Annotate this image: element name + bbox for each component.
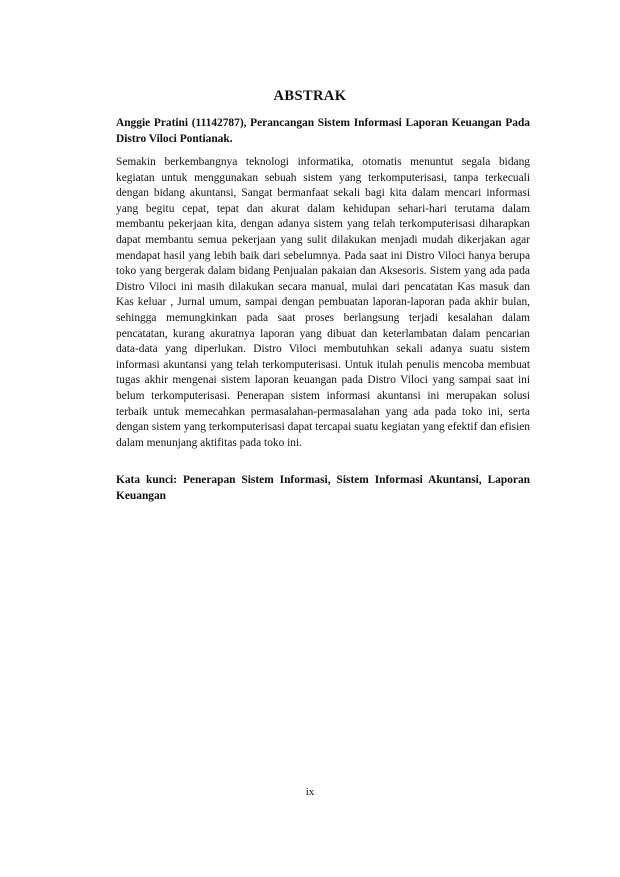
abstract-keywords: Kata kunci: Penerapan Sistem Informasi, Sistem Informasi Akuntansi, Laporan Keuangan [116, 474, 530, 502]
abstract-title: ABSTRAK [273, 88, 347, 104]
abstract-body: Semakin berkembangnya teknologi informatika, otomatis menuntut segala bidang kegiatan untuk menggunakan sebuah sistem yang terkomputerisasi, tanpa terkecuali dengan bidang akuntansi, Sangat bermanfaat sekali bagi kita dalam mencari informasi yang begitu cepat, tepat dan akurat dalam kehidupan sehari-hari terutama dalam membantu pekerjaan kita, dengan adanya sistem yang telah terkomputerisasi diharapkan dapat membantu semua pekerjaan yang sulit dilakukan menjadi mudah dikerjakan agar mendapat hasil yang lebih baik dari sebelumnya. Pada saat ini Distro Viloci hanya berupa toko yang bergerak dalam bidang Penjualan pakaian dan Aksesoris. Sistem yang ada pada Distro Viloci ini masih dilakukan secara manual, mulai dari pencatatan Kas masuk dan Kas keluar , Jurnal umum, sampai dengan pembuatan laporan-laporan pada akhir bulan, sehingga memungkinkan pada saat proses berlangsung terjadi kesalahan dalam pencatatan, kurang akuratnya laporan yang dibuat dan keterlambatan dalam pencarian data-data yang diperlukan. Distro Viloci membutuhkan sekali adanya suatu sistem informasi akuntansi yang telah terkomputerisasi. Untuk itulah penulis mencoba membuat tugas akhir mengenai sistem laporan keuangan pada Distro Viloci yang sampai saat ini belum terkomputerisasi. Penerapan sistem informasi akuntansi ini merupakan solusi terbaik untuk memecahkan permasalahan-permasalahan yang ada pada toko ini, serta dengan sistem yang terkomputerisasi dapat tercapai suatu kegiatan yang efektif dan efisien dalam menunjang aktifitas pada toko ini. [116, 156, 530, 449]
page-number: ix [305, 786, 315, 798]
abstract-heading: Anggie Pratini (11142787), Perancangan Sistem Informasi Laporan Keuangan Pada Distro Viloci Pontianak. [116, 117, 530, 145]
